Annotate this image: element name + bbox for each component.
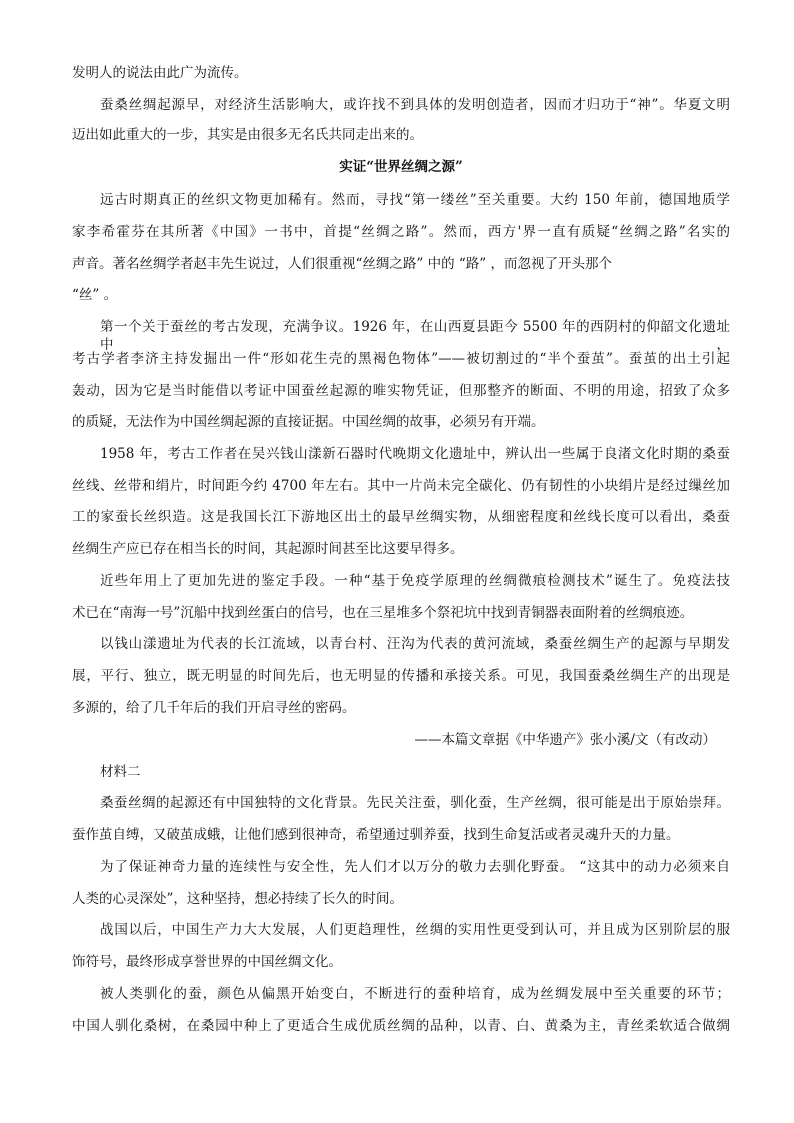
paragraph-line: 以钱山漾遗址为代表的长江流域，以青台村、汪沟为代表的黄河流域，桑蚕丝绸生产的起源与早期发	[100, 636, 730, 652]
paragraph-line: 第一个关于蚕丝的考古发现，充满争议。1926 年，在山西夏县距今 5500 年的西阴村的仰韶文化遗址中，	[100, 319, 730, 353]
material-heading: 材料二	[100, 764, 141, 780]
paragraph-line: 工的家蚕长丝织造。这是我国长江下游地区出土的最早丝绸实物，从细密程度和丝线长度可以看出，桑蚕	[72, 509, 730, 525]
section-heading: 实证“世界丝绸之源”	[339, 159, 463, 175]
paragraph-line: 轰动，因为它是当时能借以考证中国蚕丝起源的唯实物凭证，但那整齐的断面、不明的用途，招致了众多	[72, 383, 730, 399]
paragraph-line: 1958 年，考古工作者在吴兴钱山漾新石器时代晚期文化遗址中，辨认出一些属于良渚文化时期的桑蚕	[100, 446, 730, 462]
paragraph-line: 近些年用上了更加先进的鉴定手段。一种“基于免疫学原理的丝绸微痕检测技术”诞生了。免疫法技	[100, 573, 730, 589]
paragraph-line: 中国人驯化桑树，在桑园中种上了更适合生成优质丝绸的品种，以青、白、黄桑为主，青丝柔软适合做绸	[72, 1018, 730, 1034]
paragraph-line: 的质疑，无法作为中国丝绸起源的直接证据。中国丝绸的故事，必须另有开端。	[72, 414, 545, 430]
paragraph-line: 桑蚕丝绸的起源还有中国独特的文化背景。先民关注蚕，驯化蚕，生产丝绸，很可能是出于原始崇拜。	[100, 795, 730, 811]
paragraph-line: “丝” 。	[72, 287, 118, 303]
paragraph-line: 远古时期真正的丝织文物更加稀有。然而，寻找“第一缕丝”至关重要。大约 150 年前，德国地质学	[100, 192, 730, 208]
paragraph-line: 为了保证神奇力量的连续性与安全性，先人们才以万分的敬力去驯化野蚕。 “这其中的动力必须来自	[100, 859, 730, 875]
paragraph-line: 发明人的说法由此广为流传。	[72, 65, 248, 81]
paragraph-line: 术已在“南海一号”沉船中找到丝蛋白的信号，也在三星堆多个祭祀坑中找到青铜器表面附着的丝绸痕迹。	[72, 605, 694, 621]
paragraph-line: 被人类驯化的蚕，颜色从偏黑开始变白，不断进行的蚕种培育，成为丝绸发展中至关重要的环节；	[100, 986, 730, 1002]
paragraph-line: 迈出如此重大的一步，其实是由很多无名氏共同走出来的。	[72, 127, 423, 143]
paragraph-line: 蚕桑丝绸起源早，对经济生活影响大，或许找不到具体的发明创造者，因而才归功于“神”。华夏文明	[100, 97, 730, 113]
paragraph-line: 多源的，给了几千年后的我们开启寻丝的密码。	[72, 700, 356, 716]
paragraph-line: 丝绸生产应已存在相当长的时间，其起源时间甚至比这要早得多。	[72, 541, 464, 557]
paragraph-line: 声音。著名丝绸学者赵丰先生说过，人们很重视“丝绸之路” 中的 “路” ，而忽视了开头那个	[72, 256, 612, 272]
paragraph-line: 家李希霍芬在其所著《中国》一书中，首提“丝绸之路”。然而，西方'界一直有质疑“丝绸之路”名实的	[72, 224, 730, 240]
paragraph-line: 饰符号，最终形成享誉世界的中国丝绸文化。	[72, 954, 342, 970]
paragraph-line: 战国以后，中国生产力大大发展，人们更趋理性，丝绸的实用性更受到认可，并且成为区别阶层的服	[100, 922, 730, 938]
paragraph-line: 丝线、丝带和绢片，时间距今约 4700 年左右。其中一片尚未完全碳化、仍有韧性的小块绢片是经过缫丝加	[72, 478, 730, 494]
paragraph-line: 展，平行、独立，既无明显的时间先后，也无明显的传播和承接关系。可见，我国蚕桑丝绸生产的出现是	[72, 668, 730, 684]
source-attribution: ——本篇文章据《中华遗产》张小溪/文（有改动）	[414, 732, 716, 748]
paragraph-line: 考古学者李济主持发掘出一件“形如花生壳的黑褐色物体”——被切割过的“半个蚕茧”。蚕茧的出土引起	[72, 351, 730, 367]
paragraph-line: 人类的心灵深处”，这种坚持，想必持续了长久的时间。	[72, 891, 403, 907]
paragraph-line: 蚕作茧自缚，又破茧成蛾，让他们感到很神奇，希望通过驯养蚕，找到生命复活或者灵魂升天的力量。	[72, 827, 680, 843]
